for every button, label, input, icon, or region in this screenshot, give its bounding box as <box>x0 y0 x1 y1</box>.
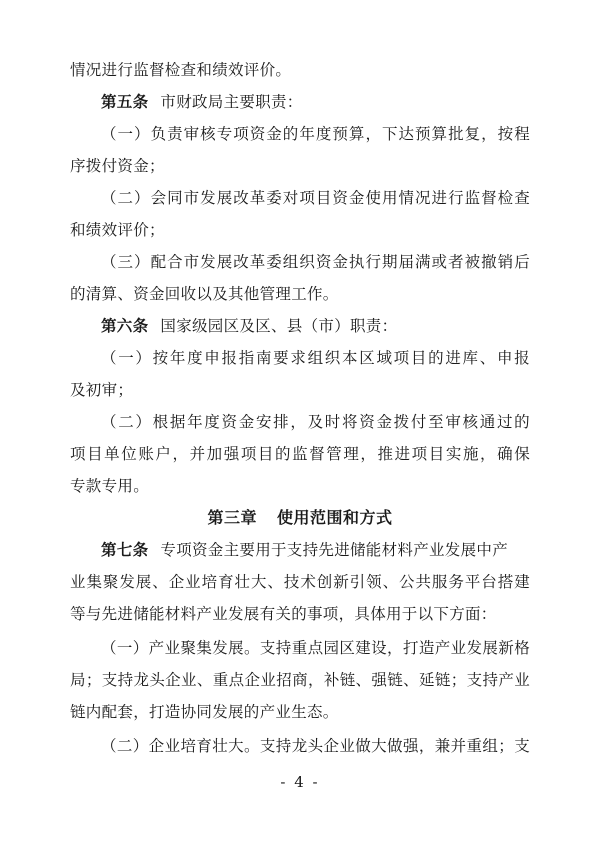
paragraph-line: 及初审； <box>70 381 134 399</box>
paragraph-line: 序拨付资金； <box>70 157 165 175</box>
paragraph-line: （一）负责审核专项资金的年度预算，下达预算批复，按程 <box>101 125 530 143</box>
chapter-number: 第三章 <box>207 508 257 527</box>
paragraph-line: 等与先进储能材料产业发展有关的事项，具体用于以下方面： <box>70 605 497 623</box>
article-6-heading <box>70 316 530 336</box>
paragraph-line: 项目单位账户，并加强项目的监督管理，推进项目实施，确保 <box>70 445 530 463</box>
paragraph-line: （一）产业聚集发展。支持重点园区建设，打造产业发展新格 <box>101 639 530 657</box>
paragraph-line: 的清算、资金回收以及其他管理工作。 <box>70 285 339 303</box>
paragraph-line: 链内配套，打造协同发展的产业生态。 <box>70 703 339 721</box>
article-label: 第五条 <box>101 93 149 111</box>
paragraph-line: 专款专用。 <box>70 477 150 495</box>
chapter-title: 使用范围和方式 <box>277 508 393 527</box>
paragraph-line: （一）按年度申报指南要求组织本区域项目的进库、申报 <box>101 349 530 367</box>
paragraph-line: 业集聚发展、企业培育壮大、技术创新引领、公共服务平台搭建 <box>70 573 530 591</box>
article-label: 第七条 <box>101 541 149 559</box>
article-text: 市财政局主要职责： <box>160 93 303 111</box>
article-text: 专项资金主要用于支持先进储能材料产业发展中产 <box>160 541 509 559</box>
paragraph-line: （三）配合市发展改革委组织资金执行期届满或者被撤销后 <box>101 253 530 271</box>
paragraph-line: 局；支持龙头企业、重点企业招商，补链、强链、延链；支持产业 <box>70 671 530 689</box>
article-5-heading <box>70 92 530 112</box>
article-label: 第六条 <box>101 317 149 335</box>
article-7-heading <box>70 540 530 560</box>
paragraph-line: （二）根据年度资金安排，及时将资金拨付至审核通过的 <box>101 413 530 431</box>
paragraph-line: （二）会同市发展改革委对项目资金使用情况进行监督检查 <box>101 189 530 207</box>
paragraph-line: 和绩效评价； <box>70 221 165 239</box>
page-number: - 4 - <box>280 773 320 791</box>
paragraph-line: 情况进行监督检查和绩效评价。 <box>70 61 292 79</box>
paragraph-line: （二）企业培育壮大。支持龙头企业做大做强，兼并重组；支 <box>101 737 530 755</box>
article-text: 国家级园区及区、县（市）职责： <box>160 317 398 335</box>
chapter-heading <box>0 508 600 528</box>
